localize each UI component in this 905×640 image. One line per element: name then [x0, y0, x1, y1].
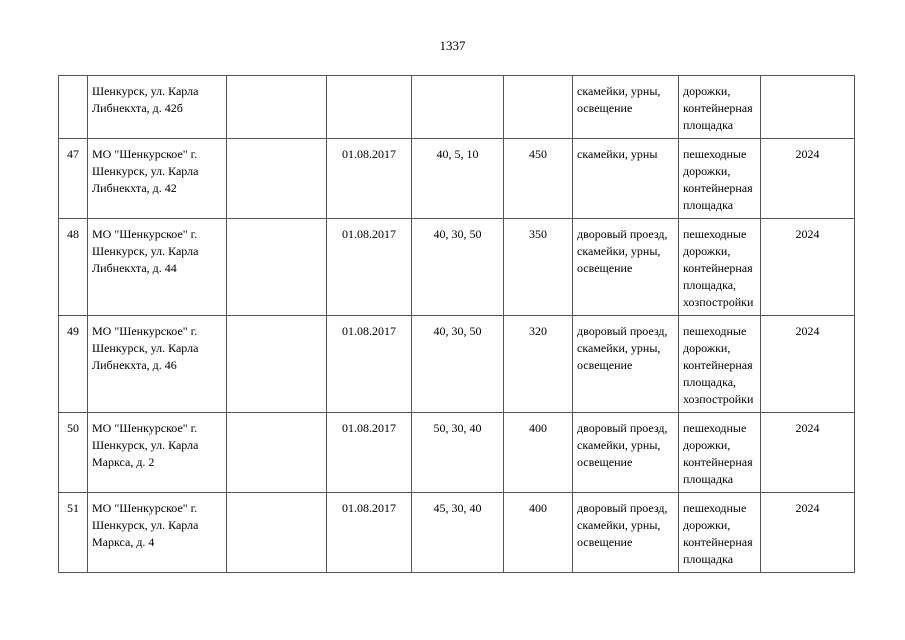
empty-cell: [227, 139, 327, 219]
year-cell: 2024: [761, 219, 855, 316]
dimensions-cell: 40, 30, 50: [412, 316, 504, 413]
table-row: [59, 139, 855, 219]
date-cell: 01.08.2017: [327, 219, 412, 316]
date-cell: 01.08.2017: [327, 413, 412, 493]
area-cell: 400: [504, 413, 573, 493]
address-cell: МО "Шенкурское" г. Шенкурск, ул. Карла Либнекхта, д. 42: [88, 139, 227, 219]
table-row: [59, 316, 855, 413]
address-cell: Шенкурск, ул. Карла Либнекхта, д. 42б: [88, 76, 227, 139]
row-number-cell: 50: [59, 413, 88, 493]
elements-cell: скамейки, урны, освещение: [573, 76, 679, 139]
empty-cell: [227, 219, 327, 316]
additional-elements-cell: пешеходные дорожки, контейнерная площадка, хозпостройки: [679, 316, 761, 413]
year-cell: 2024: [761, 413, 855, 493]
table-row: [59, 219, 855, 316]
additional-elements-cell: пешеходные дорожки, контейнерная площадка: [679, 139, 761, 219]
area-cell: 350: [504, 219, 573, 316]
dimensions-cell: 40, 30, 50: [412, 219, 504, 316]
area-cell: [504, 76, 573, 139]
address-cell: МО "Шенкурское" г. Шенкурск, ул. Карла Маркса, д. 2: [88, 413, 227, 493]
empty-cell: [227, 493, 327, 573]
area-cell: 400: [504, 493, 573, 573]
elements-cell: дворовый проезд, скамейки, урны, освещение: [573, 493, 679, 573]
address-cell: МО "Шенкурское" г. Шенкурск, ул. Карла Маркса, д. 4: [88, 493, 227, 573]
elements-cell: дворовый проезд, скамейки, урны, освещение: [573, 316, 679, 413]
date-cell: 01.08.2017: [327, 493, 412, 573]
elements-cell: дворовый проезд, скамейки, урны, освещение: [573, 219, 679, 316]
date-cell: 01.08.2017: [327, 139, 412, 219]
address-cell: МО "Шенкурское" г. Шенкурск, ул. Карла Либнекхта, д. 44: [88, 219, 227, 316]
table-row: [59, 76, 855, 139]
date-cell: [327, 76, 412, 139]
empty-cell: [227, 413, 327, 493]
elements-cell: дворовый проезд, скамейки, урны, освещение: [573, 413, 679, 493]
dimensions-cell: 45, 30, 40: [412, 493, 504, 573]
row-number-cell: 48: [59, 219, 88, 316]
address-cell: МО "Шенкурское" г. Шенкурск, ул. Карла Либнекхта, д. 46: [88, 316, 227, 413]
empty-cell: [227, 316, 327, 413]
page-number: 1337: [439, 38, 466, 53]
year-cell: 2024: [761, 139, 855, 219]
date-cell: 01.08.2017: [327, 316, 412, 413]
area-cell: 320: [504, 316, 573, 413]
year-cell: 2024: [761, 316, 855, 413]
dimensions-cell: [412, 76, 504, 139]
row-number-cell: 51: [59, 493, 88, 573]
year-cell: [761, 76, 855, 139]
additional-elements-cell: пешеходные дорожки, контейнерная площадка, хозпостройки: [679, 219, 761, 316]
additional-elements-cell: пешеходные дорожки, контейнерная площадка: [679, 493, 761, 573]
yard-improvement-table: [58, 75, 855, 573]
dimensions-cell: 40, 5, 10: [412, 139, 504, 219]
year-cell: 2024: [761, 493, 855, 573]
table-row: [59, 413, 855, 493]
empty-cell: [227, 76, 327, 139]
additional-elements-cell: пешеходные дорожки, контейнерная площадка: [679, 413, 761, 493]
area-cell: 450: [504, 139, 573, 219]
dimensions-cell: 50, 30, 40: [412, 413, 504, 493]
row-number-cell: [59, 76, 88, 139]
additional-elements-cell: дорожки, контейнерная площадка: [679, 76, 761, 139]
table-row: [59, 493, 855, 573]
row-number-cell: 47: [59, 139, 88, 219]
elements-cell: скамейки, урны: [573, 139, 679, 219]
row-number-cell: 49: [59, 316, 88, 413]
